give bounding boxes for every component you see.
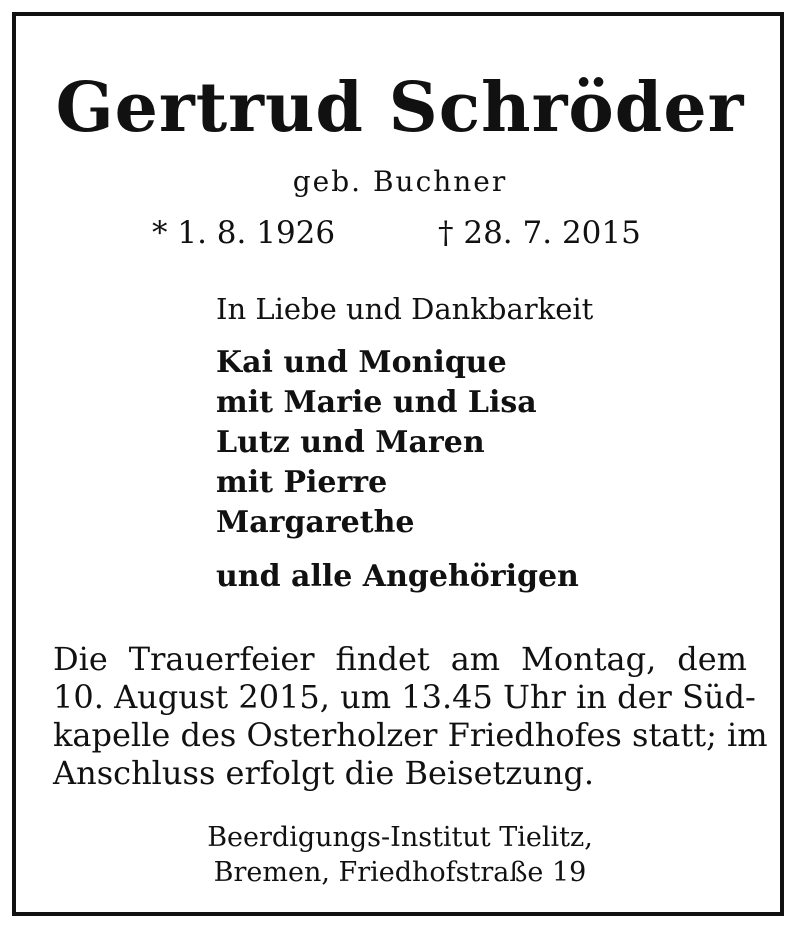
ceremony-line: 10. August 2015, um 13.45 Uhr in der Süd- <box>53 678 756 716</box>
ceremony-text <box>53 640 768 792</box>
dedication-line: In Liebe und Dankbarkeit <box>216 292 594 326</box>
undertaker-info <box>0 820 800 890</box>
ceremony-line: Anschluss erfolgt die Beisetzung. <box>53 754 595 792</box>
undertaker-name: Beerdigungs-Institut Tielitz, <box>207 822 593 853</box>
mourner-line: Lutz und Maren <box>216 425 485 460</box>
relatives-line: und alle Angehörigen <box>216 559 579 594</box>
mourner-line: mit Pierre <box>216 465 388 500</box>
birth-date: * 1. 8. 1926 <box>152 215 336 251</box>
mourner-line: Margarethe <box>216 505 415 540</box>
maiden-name: geb. Buchner <box>292 165 508 198</box>
ceremony-line: kapelle des Osterholzer Friedhofes statt; im <box>53 716 768 754</box>
deceased-name: Gertrud Schröder <box>55 68 745 148</box>
mourner-line: mit Marie und Lisa <box>216 385 537 420</box>
mourner-line: Kai und Monique <box>216 345 507 380</box>
ceremony-line: Die Trauerfeier findet am Montag, dem <box>53 640 747 678</box>
death-date: † 28. 7. 2015 <box>438 215 641 251</box>
undertaker-address: Bremen, Friedhofstraße 19 <box>213 857 587 888</box>
mourners-list <box>216 343 537 543</box>
